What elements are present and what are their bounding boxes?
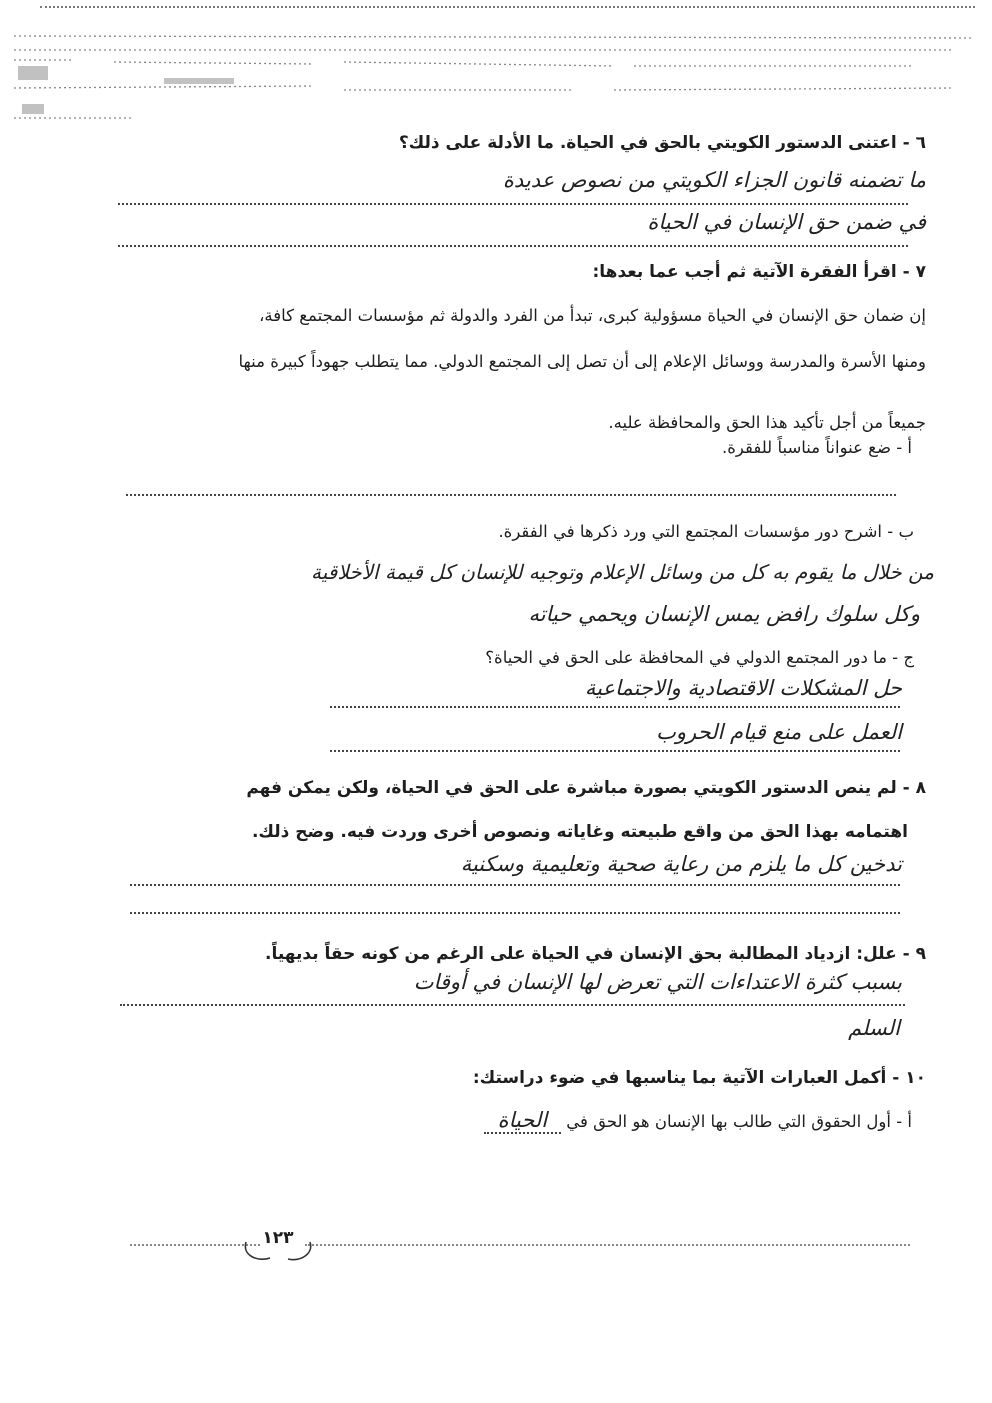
q9-answer-line-1 xyxy=(120,1004,905,1006)
q7a-question: أ - ضع عنواناً مناسباً للفقرة. xyxy=(722,438,912,457)
q10-question: ١٠ - أكمل العبارات الآتية بما يناسبها في ضوء دراستك: xyxy=(472,1068,926,1088)
q8-question-line-2: اهتمامه بهذا الحق من واقع طبيعته وغاياته ونصوص أخرى وردت فيه. وضح ذلك. xyxy=(251,822,908,842)
q9-answer-row-2 xyxy=(840,1016,900,1040)
q7c-question: ج - ما دور المجتمع الدولي في المحافظة على الحق في الحياة؟ xyxy=(485,648,914,667)
q6-handwritten-answer-2[interactable]: في ضمن حق الإنسان في الحياة xyxy=(647,210,926,234)
footer-dotted-rule-right xyxy=(305,1244,910,1246)
q9-handwritten-answer-1[interactable]: بسبب كثرة الاعتداءات التي تعرض لها الإنسان في أوقات xyxy=(413,970,902,994)
top-dotted-rule xyxy=(40,6,975,8)
q6-handwritten-answer-1[interactable]: ما تضمنه قانون الجزاء الكويتي من نصوص عديدة xyxy=(502,168,926,192)
q7b-answer-row-2 xyxy=(520,602,920,626)
q8-answer-row-1 xyxy=(453,852,902,876)
q9-question: ٩ - علل: ازدياد المطالبة بحق الإنسان في الحياة على الرغم من كونه حقاً بديهياً. xyxy=(264,944,926,964)
page-number: ١٢٣ xyxy=(262,1228,294,1248)
q10-item-a-prompt: أ - أول الحقوق التي طالب بها الإنسان هو الحق في xyxy=(566,1112,912,1131)
q6-question: ٦ - اعتنى الدستور الكويتي بالحق في الحياة. ما الأدلة على ذلك؟ xyxy=(398,133,926,153)
q9-answer-row-1 xyxy=(406,970,902,994)
q7b-handwritten-answer-1[interactable]: من خلال ما يقوم به كل من وسائل الإعلام وتوجيه للإنسان كل قيمة الأخلاقية xyxy=(311,560,934,584)
q6-answer-line-1 xyxy=(118,203,908,205)
q7c-answer-line-1 xyxy=(330,706,900,708)
q7-passage-line-3: جميعاً من أجل تأكيد هذا الحق والمحافظة عليه. xyxy=(608,413,926,432)
q6-answer-row-1 xyxy=(495,168,926,192)
q9-handwritten-answer-2[interactable]: السلم xyxy=(848,1016,900,1040)
q7c-handwritten-answer-2[interactable]: العمل على منع قيام الحروب xyxy=(656,720,902,744)
q8-answer-line-2[interactable] xyxy=(130,912,900,914)
q7c-answer-row-1 xyxy=(577,676,902,700)
q7b-handwritten-answer-2[interactable]: وكل سلوك رافض يمس الإنسان ويحمي حياته xyxy=(528,602,920,626)
q7c-handwritten-answer-1[interactable]: حل المشكلات الاقتصادية والاجتماعية xyxy=(584,676,902,700)
q6-answer-line-2 xyxy=(118,245,908,247)
q10-item-a-handwritten-answer[interactable]: الحياة xyxy=(484,1108,562,1134)
q10-item-a xyxy=(484,1108,912,1134)
q6-answer-row-2 xyxy=(639,210,926,234)
q7-passage-line-1: إن ضمان حق الإنسان في الحياة مسؤولية كبرى، تبدأ من الفرد والدولة ثم مؤسسات المجتمع كافة، xyxy=(259,306,926,325)
q7c-answer-line-2 xyxy=(330,750,900,752)
q7b-question: ب - اشرح دور مؤسسات المجتمع التي ورد ذكرها في الفقرة. xyxy=(498,522,914,541)
q7c-answer-row-2 xyxy=(648,720,902,744)
q8-handwritten-answer-1[interactable]: تدخين كل ما يلزم من رعاية صحية وتعليمية وسكنية xyxy=(460,852,902,876)
q8-answer-line-1 xyxy=(130,884,900,886)
q8-question-line-1: ٨ - لم ينص الدستور الكويتي بصورة مباشرة على الحق في الحياة، ولكن يمكن فهم xyxy=(246,778,926,798)
q7-question: ٧ - اقرأ الفقرة الآتية ثم أجب عما بعدها: xyxy=(592,262,926,282)
q7a-answer-line[interactable] xyxy=(126,494,896,496)
header-scan-noise xyxy=(14,26,974,136)
q7b-answer-row-1 xyxy=(303,560,934,584)
q7-passage-line-2: ومنها الأسرة والمدرسة ووسائل الإعلام إلى أن تصل إلى المجتمع الدولي. مما يتطلب جهوداً كبيرة منها xyxy=(238,352,926,371)
